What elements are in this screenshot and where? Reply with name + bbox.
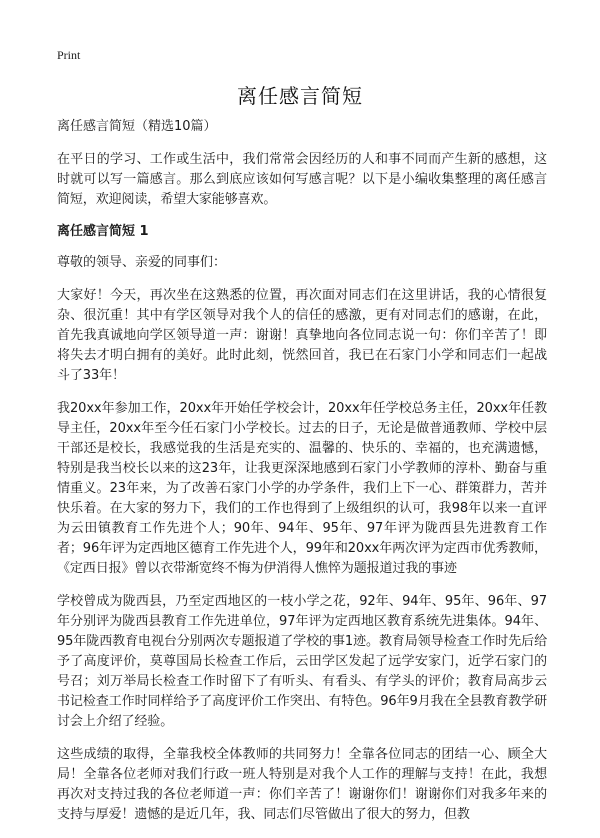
body-paragraph: 我20xx年参加工作，20xx年开始任学校会计，20xx年任学校总务主任，20xx年任教导主任，20xx年至今任石家门小学校长。过去的日子，无论是做普通教师、学校中层干部还是校长，我感觉我的生活是充实的、温馨的、快乐的、幸福的，也充满遗憾，特别是我当校长以来的这23年，让我更深深地感到石家门小学教师的淳朴、勤奋与重情重义。23年来，为了改善石家门小学的办学条件，我们上下一心、群策群力，苦并快乐着。在大家的努力下，我们的工作也得到了上级组织的认可，我98年以来一直评为云田镇教育工作先进个人；90年、94年、95年、97年评为陇西县先进教育工作者；96年评为定西地区德育工作先进个人，99年和20xx年两次评为定西市优秀教师，《定西日报》曾以衣带渐宽终不悔为伊消得人憔悴为题报道过我的事迹	[57, 401, 547, 576]
section-heading: 离任感言简短 1	[57, 224, 149, 239]
body-paragraph: 学校曾成为陇西县，乃至定西地区的一枝小学之花，92年、94年、95年、96年、97年分别评为陇西县教育工作先进单位，97年评为定西地区教育系统先进集体。94年、95年陇西教育电视台分别两次专题报道了学校的事1迹。教育局领导检查工作时先后给予了高度评价，莫尊国局长检查工作后，云田学区发起了远学安家门，近学石家门的号召；刘万举局长检查工作时留下了有听头、有看头、有学头的评价；教育局高步云书记检查工作时同样给予了高度评价工作突出、有特色。96年9月我在全县教育教学研讨会上介绍了经验。	[57, 594, 547, 729]
print-label: Print	[57, 48, 81, 62]
body-paragraph: 这些成绩的取得，全靠我校全体教师的共同努力！全靠各位同志的团结一心、顾全大局！全靠各位老师对我们行政一班人特别是对我个人工作的理解与支持！在此，我想再次对支持过我的各位老师道一声：你们辛苦了！谢谢你们！谢谢你们对我多年来的 支持与厚爱！遗憾的是近几年，我、同志们尽管做出了很大的努力，但教	[57, 747, 547, 822]
page-title: 离任感言简短	[237, 84, 363, 108]
body-paragraph: 大家好！今天，再次坐在这熟悉的位置，再次面对同志们在这里讲话，我的心情很复杂、很沉重！其中有学区领导对我个人的信任的感激，更有对同志们的感谢，在此，首先我真诚地向学区领导道一声：谢谢！真挚地向各位同志说一句：你们辛苦了！即将失去才明白拥有的美好。此时此刻，恍然回首，我已在石家门小学和同志们一起战斗了33年！	[57, 288, 547, 383]
intro-paragraph: 在平日的学习、工作或生活中，我们常常会因经历的人和事不同而产生新的感想，这时就可以写一篇感言。那么到底应该如何写感言呢？以下是小编收集整理的离任感言简短，欢迎阅读，希望大家能够喜欢。	[57, 152, 547, 207]
document-subtitle: 离任感言简短（精选10篇）	[57, 119, 217, 134]
document-body	[57, 118, 547, 838]
greeting-line: 尊敬的领导、亲爱的同事们：	[57, 255, 227, 270]
